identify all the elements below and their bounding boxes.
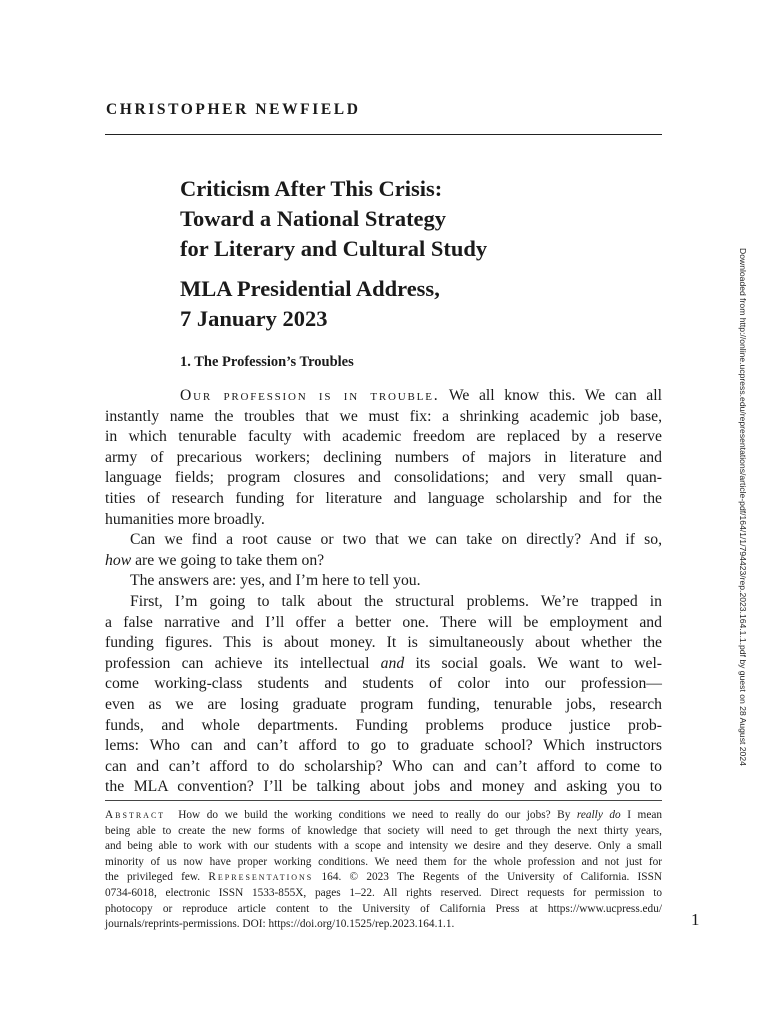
body-line: Can we find a root cause or two that we can take on directly? And if so, [130, 531, 662, 549]
body-line: army of precarious workers; declining numbers of majors in literature and [105, 448, 662, 466]
abstract-line [105, 870, 662, 886]
abstract-fragment: I mean [627, 809, 662, 821]
abstract-line: and being able to work with our students with a scope and intensity we desire and they deserve. Only a small [105, 840, 662, 853]
body-line: the MLA convention? I’ll be talking about jobs and money and asking you to [105, 778, 662, 796]
body-line: lems: Who can and can’t afford to go to graduate school? Which instructors [105, 737, 662, 755]
abstract-line [105, 808, 662, 824]
body-line: funds, and whole departments. Funding problems produce justice prob- [105, 716, 662, 734]
emphasis: really do [576, 809, 621, 821]
body-line: funding figures. This is about money. It is simultaneously about whether the [105, 634, 662, 652]
body-line: even as we are losing graduate program funding, tenurable jobs, research [105, 695, 662, 713]
page-number: 1 [691, 910, 700, 929]
subtitle-line: 7 January 2023 [180, 306, 328, 331]
body-line: The answers are: yes, and I’m here to tell you. [130, 572, 421, 590]
body-fragment: profession can achieve its intellectual [105, 654, 370, 672]
body-line [105, 551, 662, 572]
abstract-line: being able to create the new forms of knowledge that society will need to get through the next thirty years, [105, 824, 662, 837]
body-line [105, 386, 662, 407]
article-subtitle [180, 274, 650, 334]
body-line: can and can’t afford to do scholarship? Who can and can’t afford to come to [105, 757, 662, 775]
journal-name: Representations [208, 871, 314, 884]
abstract-block [105, 808, 662, 933]
opening-smallcaps: Our profession is in trouble. [180, 387, 440, 404]
body-line: language fields; program closures and consolidations; and very small quan- [105, 469, 662, 487]
title-line: Criticism After This Crisis: [180, 176, 443, 201]
article-title [180, 174, 650, 264]
abstract-rule [105, 800, 662, 801]
body-line: come working-class students and students of color into our profession— [105, 675, 662, 693]
abstract-fragment: How do we build the working conditions we need to really do our jobs? By [178, 809, 571, 821]
subtitle-line: MLA Presidential Address, [180, 276, 440, 301]
body-line [105, 654, 662, 675]
body-fragment: We all know this. We can all [448, 387, 662, 404]
body-fragment: are we going to take them on? [135, 551, 325, 569]
body-line: a false narrative and I’ll offer a better one. There will be employment and [105, 613, 662, 631]
abstract-line: photocopy or reproduce article content to the University of California Press at https://www.ucpress.edu/ [105, 902, 662, 915]
abstract-fragment: the privileged few. [105, 871, 201, 884]
emphasis: how [105, 551, 132, 569]
title-line: for Literary and Cultural Study [180, 236, 488, 261]
download-watermark [738, 248, 752, 774]
body-line: in which tenurable faculty with academic freedom are replaced by a reserve [105, 428, 662, 446]
abstract-line: journals/reprints-permissions. DOI: https://doi.org/10.1525/rep.2023.164.1.1. [105, 918, 455, 931]
body-line: tities of research funding for literature and language scholarship and for the [105, 489, 662, 507]
abstract-line: 0734-6018, electronic ISSN 1533-855X, pages 1–22. All rights reserved. Direct requests for permission to [105, 886, 662, 899]
emphasis: and [380, 654, 405, 672]
body-line: First, I’m going to talk about the structural problems. We’re trapped in [130, 592, 662, 610]
abstract-label: Abstract [105, 809, 166, 821]
download-note: Downloaded from http://online.ucpress.edu/representations/article-pdf/164/1/1/794423/rep.2023.164.1.1.pdf by guest on 28 August 2024 [738, 248, 748, 766]
body-fragment: its social goals. We want to wel- [415, 654, 663, 672]
title-line: Toward a National Strategy [180, 206, 447, 231]
body-text [105, 386, 662, 798]
header-rule [105, 134, 662, 135]
section-heading: 1. The Profession’s Troubles [180, 354, 354, 370]
abstract-line: minority of us now have proper working conditions. We need them for the whole profession and not just for [105, 855, 662, 868]
body-line: humanities more broadly. [105, 510, 265, 528]
body-line: instantly name the troubles that we must fix: a shrinking academic job base, [105, 407, 662, 425]
author-header: CHRISTOPHER NEWFIELD [106, 101, 361, 118]
abstract-fragment: 164. © 2023 The Regents of the University of California. ISSN [321, 871, 663, 884]
